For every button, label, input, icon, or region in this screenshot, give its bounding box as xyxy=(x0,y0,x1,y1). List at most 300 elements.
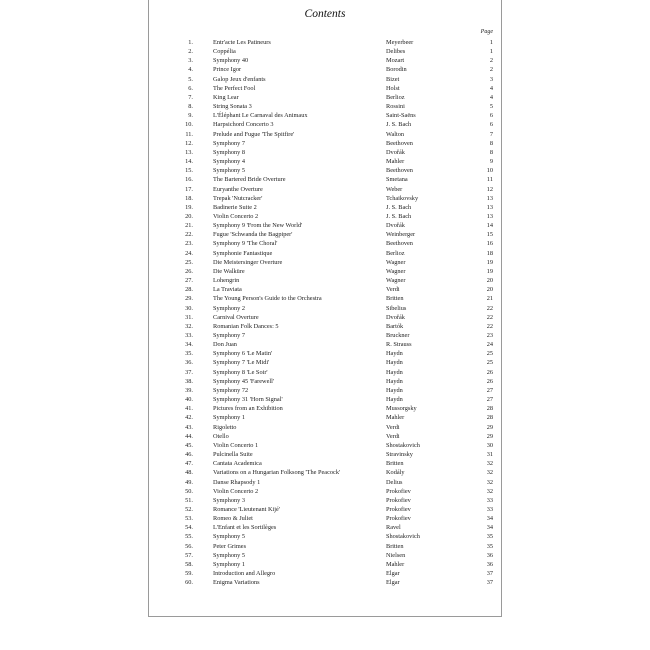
entry-number: 33. xyxy=(185,332,193,339)
entry-composer: Berlioz xyxy=(386,93,405,101)
entry-composer: Britten xyxy=(386,460,404,468)
entry-work: Euryanthe Overture xyxy=(213,185,263,193)
entry-composer: Prokofiev xyxy=(386,515,411,523)
entry-composer: Rossini xyxy=(386,103,405,111)
entry-composer: Nielsen xyxy=(386,551,406,559)
entry-page: 4 xyxy=(489,93,493,101)
entry-page: 3 xyxy=(489,75,493,83)
entry-work: The Bartered Bride Overture xyxy=(213,176,286,184)
entry-composer: Mozart xyxy=(386,57,405,65)
entry-number: 20. xyxy=(185,212,193,220)
entry-work: Prince Igor xyxy=(213,66,242,74)
entry-work: Symphony 6 'Le Matin' xyxy=(213,350,273,358)
entry-number: 34. xyxy=(185,341,193,349)
entry-work: Romance 'Lieutenant Kijé' xyxy=(213,505,280,513)
list-item xyxy=(149,542,501,551)
entry-number: 11. xyxy=(185,130,193,138)
entry-page: 32 xyxy=(486,478,493,486)
list-item xyxy=(149,139,501,148)
list-item xyxy=(149,468,501,477)
entry-work: Symphony 8 'Le Soir' xyxy=(213,368,268,376)
entry-work: Peter Grimes xyxy=(213,542,247,550)
list-item xyxy=(149,441,501,450)
entry-composer: Delius xyxy=(386,478,403,486)
entry-page: 4 xyxy=(489,84,493,92)
entry-number: 45. xyxy=(185,441,193,449)
entry-page: 36 xyxy=(486,551,493,559)
list-item xyxy=(149,340,501,349)
entry-composer: Haydn xyxy=(386,350,403,358)
entry-number: 10. xyxy=(185,121,193,129)
entry-page: 24 xyxy=(486,341,493,349)
entry-number: 1. xyxy=(188,39,193,46)
entry-work: Symphony 45 'Farewell' xyxy=(213,377,275,385)
entry-page: 2 xyxy=(489,66,493,74)
list-item xyxy=(149,532,501,541)
entry-work: Badinerie Suite 2 xyxy=(213,203,257,211)
entry-number: 50. xyxy=(185,487,193,495)
entry-composer: Meyerbeer xyxy=(386,39,414,46)
entry-number: 38. xyxy=(185,377,193,385)
entry-work: Don Juan xyxy=(213,341,237,349)
entry-page: 16 xyxy=(486,240,493,248)
entry-number: 58. xyxy=(185,560,193,568)
entry-number: 16. xyxy=(185,176,193,184)
list-item xyxy=(149,93,501,102)
entry-number: 57. xyxy=(185,551,193,559)
entry-composer: Bartók xyxy=(386,322,404,330)
entry-composer: Ravel xyxy=(386,524,401,532)
entry-page: 20 xyxy=(486,277,493,285)
entry-number: 41. xyxy=(185,405,193,413)
entry-work: Die Meistersinger Overture xyxy=(213,258,283,266)
list-item xyxy=(149,432,501,441)
entry-page: 8 xyxy=(489,139,493,147)
entry-number: 55. xyxy=(185,533,193,541)
entry-composer: Haydn xyxy=(386,386,403,394)
list-item xyxy=(149,111,501,120)
list-item xyxy=(149,75,501,84)
entry-page: 19 xyxy=(486,258,493,266)
entry-composer: Weinberger xyxy=(386,231,416,239)
entry-work: Trepak 'Nutcracker' xyxy=(213,194,263,202)
entry-work: Enigma Variations xyxy=(213,579,260,587)
list-item xyxy=(149,258,501,267)
entry-page: 13 xyxy=(486,194,493,202)
entry-composer: Bizet xyxy=(386,75,400,83)
entry-number: 4. xyxy=(188,66,193,74)
list-item xyxy=(149,404,501,413)
entry-number: 40. xyxy=(185,396,193,404)
entry-work: Romanian Folk Dances: 5 xyxy=(213,322,279,330)
list-item xyxy=(149,569,501,578)
entry-number: 37. xyxy=(185,368,193,376)
entry-page: 25 xyxy=(486,359,493,367)
entry-number: 43. xyxy=(185,423,193,431)
list-item xyxy=(149,84,501,93)
entry-number: 21. xyxy=(185,222,193,230)
entry-number: 46. xyxy=(185,451,193,459)
entry-work: String Sonata 3 xyxy=(213,103,252,111)
entry-page: 25 xyxy=(486,350,493,358)
entry-number: 22. xyxy=(185,231,193,239)
entry-composer: Mahler xyxy=(386,560,405,568)
entry-composer: Verdi xyxy=(386,423,400,431)
list-item xyxy=(149,65,501,74)
entry-page: 37 xyxy=(486,570,493,578)
entry-composer: Beethoven xyxy=(386,167,413,175)
entry-composer: Verdi xyxy=(386,286,400,294)
list-item xyxy=(149,120,501,129)
entry-work: Romeo & Juliet xyxy=(213,515,253,523)
entry-composer: Smetana xyxy=(386,176,408,184)
list-item xyxy=(149,276,501,285)
list-item xyxy=(149,423,501,432)
entry-page: 15 xyxy=(486,231,493,239)
entry-work: Symphony 9 'From the New World' xyxy=(213,222,303,230)
entry-page: 11 xyxy=(486,176,493,184)
entry-work: Symphony 2 xyxy=(213,304,246,312)
list-item xyxy=(149,578,501,587)
list-item xyxy=(149,148,501,157)
list-item xyxy=(149,505,501,514)
entry-number: 52. xyxy=(185,505,193,513)
entry-page: 27 xyxy=(486,396,493,404)
entry-composer: Beethoven xyxy=(386,240,413,248)
list-item xyxy=(149,496,501,505)
entry-page: 14 xyxy=(486,222,493,230)
entry-page: 35 xyxy=(486,533,493,541)
entry-work: Symphony 8 xyxy=(213,148,246,156)
entry-page: 1 xyxy=(489,39,493,46)
entry-work: Pulcinella Suite xyxy=(213,451,253,459)
entry-work: Symphony 7 'Le Midi' xyxy=(213,359,270,367)
entry-page: 36 xyxy=(486,560,493,568)
entry-page: 37 xyxy=(486,579,493,587)
entry-composer: Elgar xyxy=(386,570,400,578)
entry-composer: Kodály xyxy=(386,469,405,477)
entry-work: Harpsichord Concerto 3 xyxy=(213,121,274,129)
entry-composer: Mahler xyxy=(386,158,405,166)
entry-page: 32 xyxy=(486,487,493,495)
page-column-header: Page xyxy=(480,29,493,35)
entry-work: Symphony 4 xyxy=(213,158,246,166)
entry-composer: Haydn xyxy=(386,377,403,385)
entry-composer: Beethoven xyxy=(386,139,413,147)
entry-work: Danse Rhapsody 1 xyxy=(213,478,261,486)
entry-composer: Prokofiev xyxy=(386,496,411,504)
entry-work: Otello xyxy=(213,432,229,440)
entry-number: 27. xyxy=(185,277,193,285)
entry-number: 26. xyxy=(185,267,193,275)
entry-number: 6. xyxy=(188,84,193,92)
list-item xyxy=(149,285,501,294)
entry-work: Symphony 31 'Horn Signal' xyxy=(213,396,283,404)
entry-number: 15. xyxy=(185,167,193,175)
list-item xyxy=(149,157,501,166)
entry-composer: R. Strauss xyxy=(386,341,412,349)
entry-number: 54. xyxy=(185,524,193,532)
entry-composer: Haydn xyxy=(386,396,403,404)
entry-page: 9 xyxy=(489,158,493,166)
list-item xyxy=(149,523,501,532)
entry-page: 12 xyxy=(486,185,493,193)
entry-composer: Delibes xyxy=(386,48,406,56)
entry-composer: Saint-Saëns xyxy=(386,112,416,120)
entry-number: 32. xyxy=(185,322,193,330)
entry-work: Symphony 5 xyxy=(213,167,246,175)
entry-composer: Dvořák xyxy=(386,313,405,321)
entry-composer: Borodin xyxy=(386,66,407,74)
entry-number: 39. xyxy=(185,386,193,394)
entry-number: 9. xyxy=(188,112,193,120)
list-item xyxy=(149,368,501,377)
entry-page: 7 xyxy=(489,130,493,138)
entry-page: 10 xyxy=(486,167,493,175)
list-item xyxy=(149,331,501,340)
entry-number: 25. xyxy=(185,258,193,266)
entry-composer: J. S. Bach xyxy=(386,212,412,220)
list-item xyxy=(149,56,501,65)
entry-number: 13. xyxy=(185,148,193,156)
list-item xyxy=(149,313,501,322)
entry-work: Variations on a Hungarian Folksong 'The Peacock' xyxy=(213,469,341,477)
entry-work: Violin Concerto 2 xyxy=(213,212,259,220)
list-item xyxy=(149,230,501,239)
entry-page: 22 xyxy=(486,304,493,312)
entry-composer: Haydn xyxy=(386,359,403,367)
entry-page: 35 xyxy=(486,542,493,550)
list-item xyxy=(149,487,501,496)
entry-work: Symphony 1 xyxy=(213,560,246,568)
entry-work: Lohengrin xyxy=(213,277,240,285)
list-item xyxy=(149,166,501,175)
entry-work: The Young Person's Guide to the Orchestra xyxy=(213,295,322,303)
entry-composer: Bruckner xyxy=(386,332,410,339)
entry-page: 33 xyxy=(486,496,493,504)
entry-number: 36. xyxy=(185,359,193,367)
entry-work: Symphony 72 xyxy=(213,386,249,394)
entry-work: Symphony 5 xyxy=(213,533,246,541)
entry-number: 47. xyxy=(185,460,193,468)
entry-work: Die Walküre xyxy=(213,267,245,275)
contents-list xyxy=(149,38,501,587)
contents-page xyxy=(148,0,502,617)
entry-page: 22 xyxy=(486,313,493,321)
entry-composer: Holst xyxy=(386,84,400,92)
entry-composer: Verdi xyxy=(386,432,400,440)
entry-page: 31 xyxy=(486,451,493,459)
entry-number: 49. xyxy=(185,478,193,486)
entry-work: Introduction and Allegro xyxy=(213,570,276,578)
entry-page: 19 xyxy=(486,267,493,275)
entry-work: The Perfect Fool xyxy=(213,84,256,92)
entry-work: Symphony 3 xyxy=(213,496,246,504)
entry-composer: J. S. Bach xyxy=(386,121,412,129)
entry-composer: Elgar xyxy=(386,579,400,587)
entry-page: 23 xyxy=(486,332,493,339)
list-item xyxy=(149,478,501,487)
entry-composer: Mahler xyxy=(386,414,405,422)
entry-work: Cantata Academica xyxy=(213,460,262,468)
entry-number: 12. xyxy=(185,139,193,147)
entry-page: 13 xyxy=(486,203,493,211)
entry-composer: Mussorgsky xyxy=(386,405,417,413)
entry-work: Symphony 9 'The Choral' xyxy=(213,240,278,248)
entry-composer: Weber xyxy=(386,185,403,193)
entry-work: Entr'acte Les Patineurs xyxy=(213,39,271,46)
entry-number: 60. xyxy=(185,579,193,587)
entry-composer: Walton xyxy=(386,130,405,138)
list-item xyxy=(149,38,501,47)
entry-composer: Berlioz xyxy=(386,249,405,257)
entry-page: 22 xyxy=(486,322,493,330)
entry-number: 23. xyxy=(185,240,193,248)
entry-composer: Shostakovich xyxy=(386,533,420,541)
entry-composer: Haydn xyxy=(386,368,403,376)
entry-work: L'Éléphant Le Carnaval des Animaux xyxy=(213,112,308,120)
list-item xyxy=(149,304,501,313)
list-item xyxy=(149,221,501,230)
list-item xyxy=(149,349,501,358)
list-item xyxy=(149,395,501,404)
entry-work: Carnival Overture xyxy=(213,313,259,321)
entry-page: 34 xyxy=(486,515,493,523)
entry-number: 14. xyxy=(185,158,193,166)
entry-page: 30 xyxy=(486,441,493,449)
entry-work: Violin Concerto 2 xyxy=(213,487,259,495)
entry-composer: Dvořák xyxy=(386,222,405,230)
list-item xyxy=(149,551,501,560)
entry-number: 31. xyxy=(185,313,193,321)
entry-composer: Stravinsky xyxy=(386,451,413,459)
entry-composer: Tchaikovsky xyxy=(386,194,419,202)
page-title: Contents xyxy=(304,8,346,20)
entry-number: 2. xyxy=(188,48,193,56)
entry-page: 6 xyxy=(489,112,493,120)
entry-page: 28 xyxy=(486,405,493,413)
entry-number: 19. xyxy=(185,203,193,211)
entry-page: 26 xyxy=(486,377,493,385)
entry-work: Violin Concerto 1 xyxy=(213,441,259,449)
entry-page: 2 xyxy=(489,57,493,65)
entry-composer: Wagner xyxy=(386,258,406,266)
entry-page: 28 xyxy=(486,414,493,422)
list-item xyxy=(149,130,501,139)
entry-composer: Britten xyxy=(386,542,404,550)
entry-page: 18 xyxy=(486,249,493,257)
entry-page: 34 xyxy=(486,524,493,532)
entry-number: 3. xyxy=(188,57,193,65)
entry-page: 32 xyxy=(486,460,493,468)
entry-page: 1 xyxy=(489,48,493,56)
list-item xyxy=(149,175,501,184)
entry-work: Prelude and Fugue 'The Spitfire' xyxy=(213,130,295,138)
list-item xyxy=(149,413,501,422)
entry-page: 21 xyxy=(486,295,493,303)
entry-work: La Traviata xyxy=(213,286,242,294)
entry-number: 5. xyxy=(188,75,193,83)
entry-work: Galop Jeux d'enfants xyxy=(213,75,266,83)
list-item xyxy=(149,194,501,203)
entry-number: 51. xyxy=(185,496,193,504)
entry-work: Symphony 5 xyxy=(213,551,246,559)
entry-number: 30. xyxy=(185,304,193,312)
list-item xyxy=(149,267,501,276)
list-item xyxy=(149,249,501,258)
entry-composer: J. S. Bach xyxy=(386,203,412,211)
entry-work: Symphony 7 xyxy=(213,332,246,339)
list-item xyxy=(149,377,501,386)
entry-number: 44. xyxy=(185,432,193,440)
entry-page: 32 xyxy=(486,469,493,477)
entry-composer: Dvořák xyxy=(386,148,405,156)
list-item xyxy=(149,185,501,194)
list-item xyxy=(149,294,501,303)
entry-page: 33 xyxy=(486,505,493,513)
entry-number: 17. xyxy=(185,185,193,193)
list-item xyxy=(149,386,501,395)
entry-page: 20 xyxy=(486,286,493,294)
list-item xyxy=(149,450,501,459)
entry-work: Rigoletto xyxy=(213,423,237,431)
entry-number: 7. xyxy=(188,93,193,101)
entry-number: 18. xyxy=(185,194,193,202)
entry-number: 29. xyxy=(185,295,193,303)
entry-page: 6 xyxy=(489,121,493,129)
list-item xyxy=(149,514,501,523)
entry-number: 42. xyxy=(185,414,193,422)
list-item xyxy=(149,47,501,56)
entry-composer: Prokofiev xyxy=(386,505,411,513)
list-item xyxy=(149,239,501,248)
entry-page: 29 xyxy=(486,423,493,431)
entry-work: Symphony 40 xyxy=(213,57,249,65)
entry-page: 5 xyxy=(489,103,493,111)
entry-work: Coppélia xyxy=(213,48,236,56)
entry-page: 26 xyxy=(486,368,493,376)
list-item xyxy=(149,560,501,569)
entry-work: Fugue 'Schwanda the Bagpiper' xyxy=(213,231,293,239)
entry-work: Symphonie Fantastique xyxy=(213,249,273,257)
entry-page: 13 xyxy=(486,212,493,220)
list-item xyxy=(149,358,501,367)
entry-work: Symphony 7 xyxy=(213,139,246,147)
list-item xyxy=(149,322,501,331)
entry-page: 27 xyxy=(486,386,493,394)
entry-page: 29 xyxy=(486,432,493,440)
entry-work: L'Enfant et les Sortilèges xyxy=(213,524,277,532)
entry-number: 59. xyxy=(185,570,193,578)
list-item xyxy=(149,459,501,468)
entry-page: 8 xyxy=(489,148,493,156)
entry-number: 28. xyxy=(185,286,193,294)
entry-number: 8. xyxy=(188,103,193,111)
entry-composer: Wagner xyxy=(386,277,406,285)
entry-composer: Sibelius xyxy=(386,304,407,312)
entry-composer: Shostakovich xyxy=(386,441,420,449)
entry-number: 53. xyxy=(185,515,193,523)
list-item xyxy=(149,212,501,221)
list-item xyxy=(149,203,501,212)
entry-number: 56. xyxy=(185,542,193,550)
entry-work: King Lear xyxy=(213,93,239,101)
entry-number: 35. xyxy=(185,350,193,358)
entry-composer: Prokofiev xyxy=(386,487,411,495)
entry-composer: Britten xyxy=(386,295,404,303)
entry-composer: Wagner xyxy=(386,267,406,275)
list-item xyxy=(149,102,501,111)
